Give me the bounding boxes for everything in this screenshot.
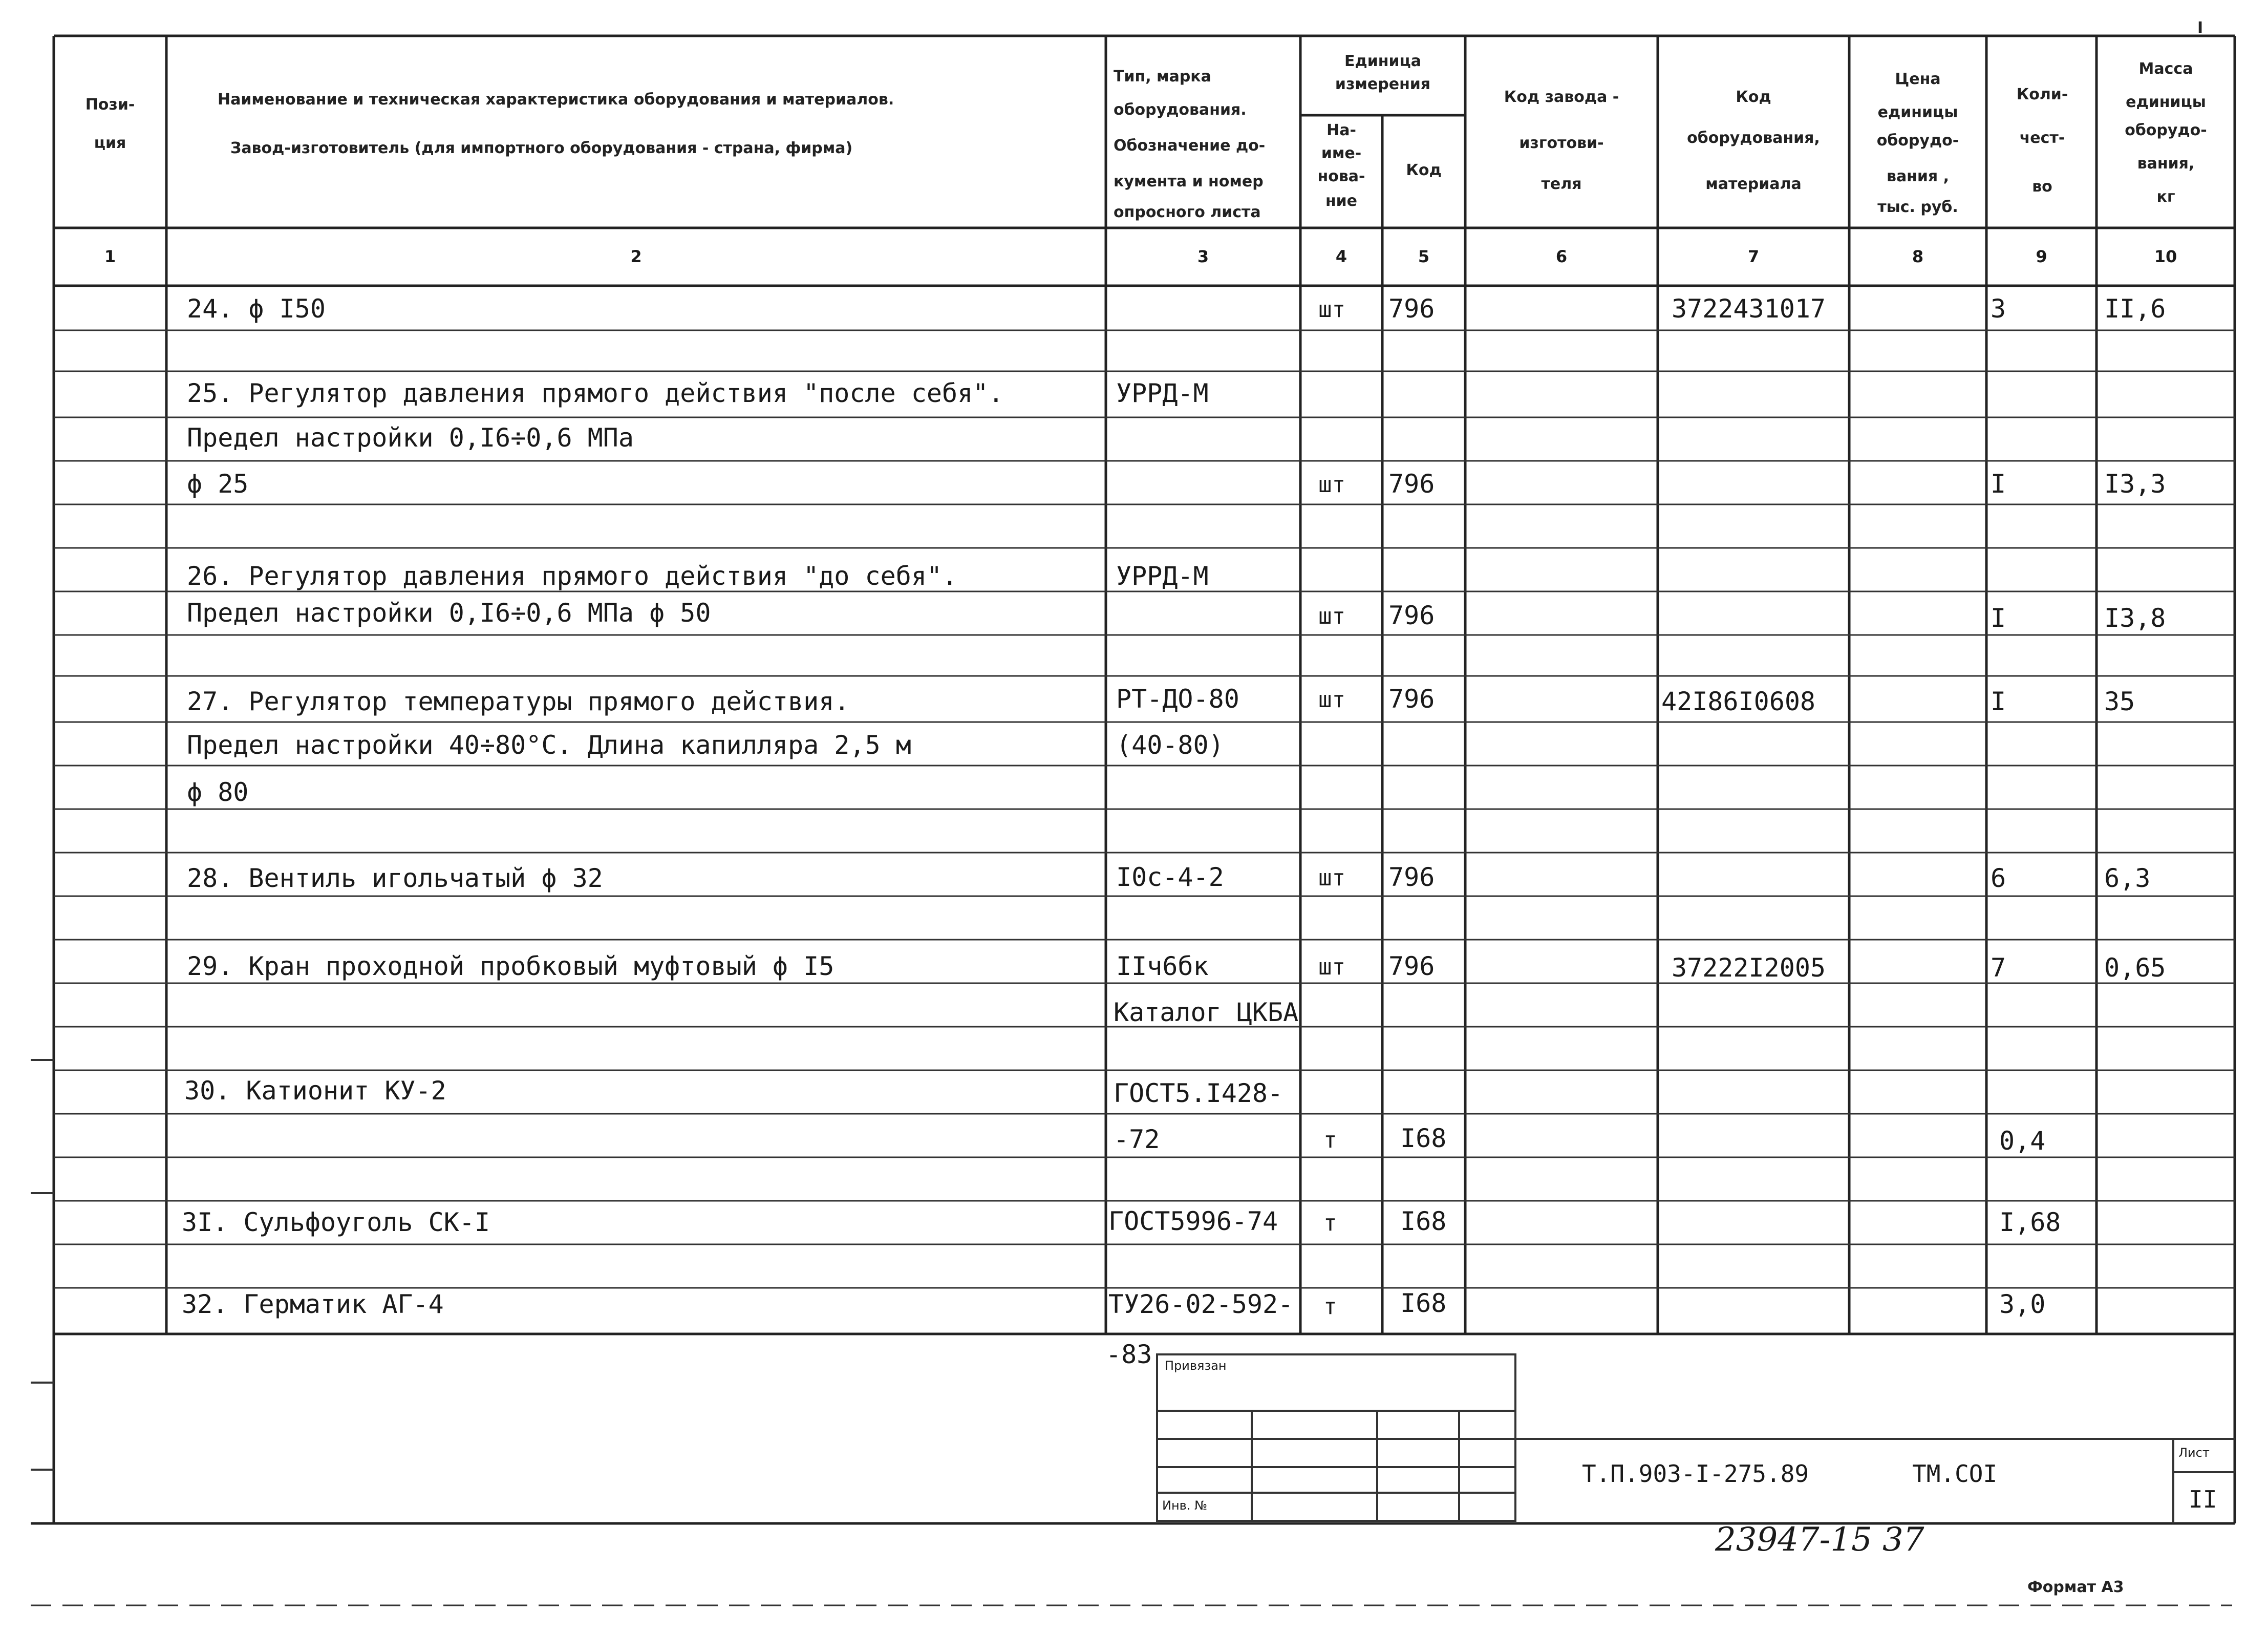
handwritten-archive-number: 23947-15 37 <box>1715 1521 1924 1559</box>
item-type: УРРД-М <box>1116 561 1209 591</box>
document-designation: Т.П.903-I-275.89 <box>1582 1460 1809 1488</box>
column-number: 10 <box>2154 247 2177 266</box>
header-price-line4: вания , <box>1886 167 1950 185</box>
item-unit-code: I68 <box>1400 1123 1447 1153</box>
item-name: 27. Регулятор температуры прямого действия. <box>187 687 850 716</box>
header-type-line3: Обозначение до- <box>1114 137 1266 155</box>
header-unit-name-1: На- <box>1326 121 1356 139</box>
item-type: Каталог ЦКБА <box>1114 998 1299 1027</box>
item-mass: I3,8 <box>2104 603 2166 633</box>
item-type: ТУ26-02-592- <box>1108 1289 1294 1319</box>
column-number: 9 <box>2036 247 2047 266</box>
item-type-continuation: -83 <box>1106 1340 1152 1369</box>
item-mass: 6,3 <box>2104 863 2151 893</box>
header-position-line1: Пози- <box>85 96 135 114</box>
header-type-line1: Тип, марка <box>1114 68 1211 86</box>
column-number: 5 <box>1418 247 1430 266</box>
item-unit-code: 796 <box>1388 601 1435 630</box>
header-unit-line2: измерения <box>1335 75 1431 93</box>
item-unit-code: 796 <box>1388 951 1435 981</box>
header-price-line1: Цена <box>1895 70 1941 88</box>
item-name: Предел настройки 40÷80°С. Длина капилляра 2,5 м <box>187 730 911 760</box>
item-name: 26. Регулятор давления прямого действия "до себя". <box>187 561 958 591</box>
item-name: 29. Кран проходной пробковый муфтовый ϕ I5 <box>187 951 835 981</box>
header-mass-line3: оборудо- <box>2125 121 2207 139</box>
column-number: 1 <box>104 247 116 266</box>
item-name: ϕ 25 <box>187 469 249 499</box>
header-mass-line5: кг <box>2156 188 2175 206</box>
item-mass: II,6 <box>2104 294 2166 324</box>
item-name: ϕ 80 <box>187 777 249 807</box>
header-mass-line4: вания, <box>2137 155 2195 173</box>
item-name: 24. ϕ I50 <box>187 294 326 324</box>
header-unit-name-3: нова- <box>1317 167 1365 185</box>
item-type: УРРД-М <box>1116 378 1209 408</box>
item-equipment-code: 37222I2005 <box>1672 953 1826 983</box>
item-unit-code: 796 <box>1388 469 1435 499</box>
item-unit: шт <box>1318 296 1345 323</box>
header-equipcode-line3: материала <box>1705 175 1802 193</box>
header-factory-line3: теля <box>1541 175 1582 193</box>
item-unit-code: 796 <box>1388 684 1435 714</box>
item-quantity: 3 <box>1991 294 2006 324</box>
item-type: IIч6бк <box>1116 951 1209 981</box>
column-number: 7 <box>1747 247 1760 266</box>
item-mass: I3,3 <box>2104 469 2166 499</box>
item-unit: т <box>1323 1293 1337 1320</box>
header-price-line5: тыс. руб. <box>1877 198 1958 216</box>
header-type-line4: кумента и номер <box>1114 173 1264 190</box>
item-unit: шт <box>1318 954 1345 980</box>
item-unit-code: 796 <box>1388 294 1435 324</box>
item-unit: т <box>1323 1210 1337 1236</box>
stamp-attached-label: Привязан <box>1165 1359 1227 1373</box>
header-qty-line1: Коли- <box>2016 86 2068 103</box>
item-unit-code: 796 <box>1388 862 1435 892</box>
header-name-line2: Завод-изготовитель (для импортного оборудования - страна, фирма) <box>230 139 853 157</box>
document-code: ТМ.СОI <box>1912 1460 1998 1488</box>
column-number: 6 <box>1555 247 1568 266</box>
header-type-line2: оборудования. <box>1114 101 1247 119</box>
item-quantity: I <box>1991 469 2006 499</box>
item-type: ГОСТ5996-74 <box>1108 1206 1278 1236</box>
item-quantity: I <box>1991 687 2006 716</box>
header-factory-line2: изготови- <box>1519 134 1604 152</box>
stamp-inventory-label: Инв. № <box>1162 1498 1208 1513</box>
header-unit-code: Код <box>1406 161 1442 179</box>
item-name: 28. Вентиль игольчатый ϕ 32 <box>187 863 603 893</box>
header-unit-name-4: ние <box>1325 192 1358 210</box>
column-number: 8 <box>1912 247 1924 266</box>
item-name: 25. Регулятор давления прямого действия "после себя". <box>187 378 1004 408</box>
item-quantity: 7 <box>1991 953 2006 983</box>
header-type-line5: опросного листа <box>1114 203 1261 221</box>
header-mass-line1: Масса <box>2138 60 2193 78</box>
header-mass-line2: единицы <box>2126 93 2206 111</box>
item-equipment-code: 42I86I0608 <box>1661 687 1816 716</box>
header-equipcode-line2: оборудования, <box>1687 129 1820 147</box>
item-type: I0c-4-2 <box>1116 862 1224 892</box>
column-number: 3 <box>1197 247 1209 266</box>
item-unit-code: I68 <box>1400 1206 1447 1236</box>
header-qty-line3: во <box>2032 178 2052 196</box>
header-price-line2: единицы <box>1877 103 1958 121</box>
item-unit: шт <box>1318 865 1345 891</box>
item-unit: шт <box>1318 472 1345 498</box>
header-price-line3: оборудо- <box>1876 132 1959 150</box>
item-unit: шт <box>1318 603 1345 629</box>
corner-mark: I <box>2197 19 2203 37</box>
item-unit: т <box>1323 1127 1337 1153</box>
item-equipment-code: 3722431017 <box>1672 294 1826 324</box>
header-qty-line2: чест- <box>2019 129 2065 147</box>
item-name: 3I. Сульфоуголь СК-I <box>182 1207 490 1237</box>
header-unit-line1: Единица <box>1344 52 1421 70</box>
item-name: Предел настройки 0,I6÷0,6 МПа ϕ 50 <box>187 598 711 628</box>
item-quantity: I,68 <box>1999 1207 2061 1237</box>
item-quantity: 0,4 <box>1999 1126 2046 1156</box>
format-label: Формат А3 <box>2027 1578 2124 1596</box>
header-factory-line1: Код завода - <box>1504 88 1619 106</box>
item-name: 30. Катионит КУ-2 <box>184 1076 446 1106</box>
header-unit-name-2: име- <box>1321 144 1362 162</box>
item-name: 32. Герматик АГ-4 <box>182 1289 444 1319</box>
item-quantity: 3,0 <box>1999 1289 2046 1319</box>
item-quantity: 6 <box>1991 863 2006 893</box>
column-number: 2 <box>630 247 642 266</box>
item-mass: 0,65 <box>2104 953 2166 983</box>
item-type: РТ-ДО-80 <box>1116 684 1239 714</box>
item-name: Предел настройки 0,I6÷0,6 МПа <box>187 423 634 453</box>
item-type: (40-80) <box>1116 730 1224 760</box>
item-mass: 35 <box>2104 687 2135 716</box>
item-quantity: I <box>1991 603 2006 633</box>
header-name-line1: Наименование и техническая характеристика оборудования и материалов. <box>218 91 894 109</box>
header-equipcode-line1: Код <box>1736 88 1771 106</box>
item-type: ГОСТ5.I428- <box>1114 1078 1283 1108</box>
item-unit-code: I68 <box>1400 1288 1447 1318</box>
column-number: 4 <box>1335 247 1347 266</box>
sheet-label: Лист <box>2178 1446 2210 1460</box>
header-position-line2: ция <box>94 134 126 152</box>
sheet-number: II <box>2189 1486 2217 1513</box>
item-unit: шт <box>1318 687 1345 713</box>
item-type: -72 <box>1114 1125 1160 1154</box>
